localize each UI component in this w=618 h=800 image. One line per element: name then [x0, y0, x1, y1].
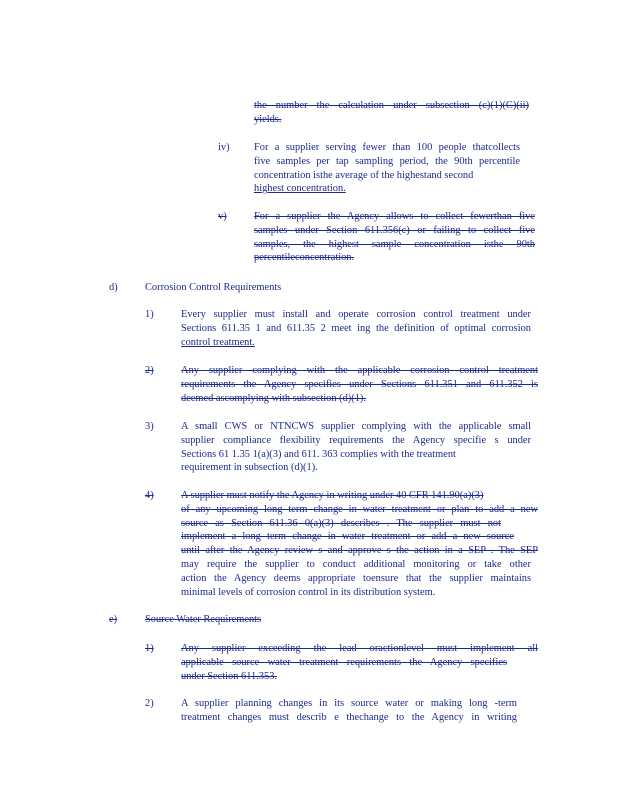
- item-d3-text: [181, 420, 531, 475]
- item-d1-label: 1): [145, 309, 154, 320]
- item-d2-label: 2): [145, 365, 154, 376]
- item-e1-label: 1): [145, 643, 154, 654]
- line: under Section 611.353.: [181, 670, 278, 682]
- line: control treatment.: [181, 336, 255, 348]
- line: minimal levels of corrosion control in its distribution system.: [181, 586, 436, 598]
- line: Any supplier exceeding the lead oractionlevel must implement all: [181, 643, 538, 654]
- line: action the Agency deems appropriate toensure that the supplier maintains: [181, 572, 531, 584]
- line: requirement in subsection (d)(1).: [181, 462, 318, 474]
- item-d4-label: 4): [145, 490, 154, 501]
- line: A supplier must notify the Agency in writing under 40 CFR 141.90(a)(3): [181, 490, 484, 501]
- line: samples, the highest sample concentration isthe 90th: [254, 238, 535, 250]
- line: treatment changes must describ e thechange to the Agency in writing: [181, 711, 517, 723]
- line: For a supplier serving fewer than 100 people thatcollects: [254, 142, 520, 153]
- line: source as Section 611.36 0(a)(3) describes . The supplier must not: [181, 517, 501, 529]
- line: implement a long term change in water treatment or add a new source: [181, 531, 514, 543]
- item-d1-text: [181, 308, 531, 349]
- item-iv-label: iv): [218, 142, 230, 153]
- line: highest concentration.: [254, 183, 346, 195]
- item-v-label: v): [218, 211, 227, 222]
- line: applicable source water treatment requirements the Agency specifies: [181, 656, 507, 668]
- section-e-label: e): [109, 614, 118, 625]
- item-v-text: [254, 210, 535, 265]
- line: samples under Section 611.356(c) or failing to collect five: [254, 224, 535, 236]
- section-d-label: d): [109, 282, 118, 293]
- line: may require the supplier to conduct additional monitoring or take other: [181, 558, 531, 570]
- line: Every supplier must install and operate corrosion control treatment under: [181, 309, 531, 320]
- line: concentration isthe average of the highestand second: [254, 169, 474, 181]
- line: yields.: [254, 113, 282, 125]
- line: Sections 611.35 1 and 611.35 2 meet ing the definition of optimal corrosion: [181, 322, 531, 334]
- line: supplier compliance flexibility requirements the Agency specifie s under: [181, 434, 531, 446]
- line: deemed ascomplying with subsection (d)(1).: [181, 392, 366, 404]
- item-d4-text: [181, 489, 538, 599]
- item-e2-text: [181, 697, 517, 725]
- line: Source Water Requirements: [145, 614, 262, 625]
- line: Corrosion Control Requirements: [145, 282, 282, 293]
- item-d3-label: 3): [145, 421, 154, 432]
- line: A small CWS or NTNCWS supplier complying with the applicable small: [181, 421, 531, 432]
- line: percentileconcentration.: [254, 252, 355, 264]
- line: Any supplier complying with the applicable corrosion control treatment: [181, 365, 538, 376]
- item-continuation-text: [254, 99, 529, 127]
- item-d2-text: [181, 364, 538, 405]
- line: Sections 61 1.35 1(a)(3) and 611. 363 complies with the treatment: [181, 448, 456, 460]
- item-e2-label: 2): [145, 698, 154, 709]
- item-iv-text: [254, 141, 520, 196]
- line: of any upcoming long term change in water treatment or plan to add a new: [181, 503, 538, 515]
- line: the number the calculation under subsection (c)(1)(C)(ii): [254, 100, 529, 111]
- line: requirements the Agency specifies under Sections 611.351 and 611.352 is: [181, 378, 538, 390]
- item-e1-text: [181, 642, 538, 683]
- line: A supplier planning changes in its source water or making long -term: [181, 698, 517, 709]
- section-e-heading: [145, 613, 345, 627]
- line: For a supplier the Agency allows to collect fewerthan five: [254, 211, 535, 222]
- line: five samples per tap sampling period, the 90th percentile: [254, 155, 520, 167]
- section-d-heading: [145, 281, 345, 295]
- line: until after the Agency review s and approve s the action in a SEP . The SEP: [181, 545, 538, 557]
